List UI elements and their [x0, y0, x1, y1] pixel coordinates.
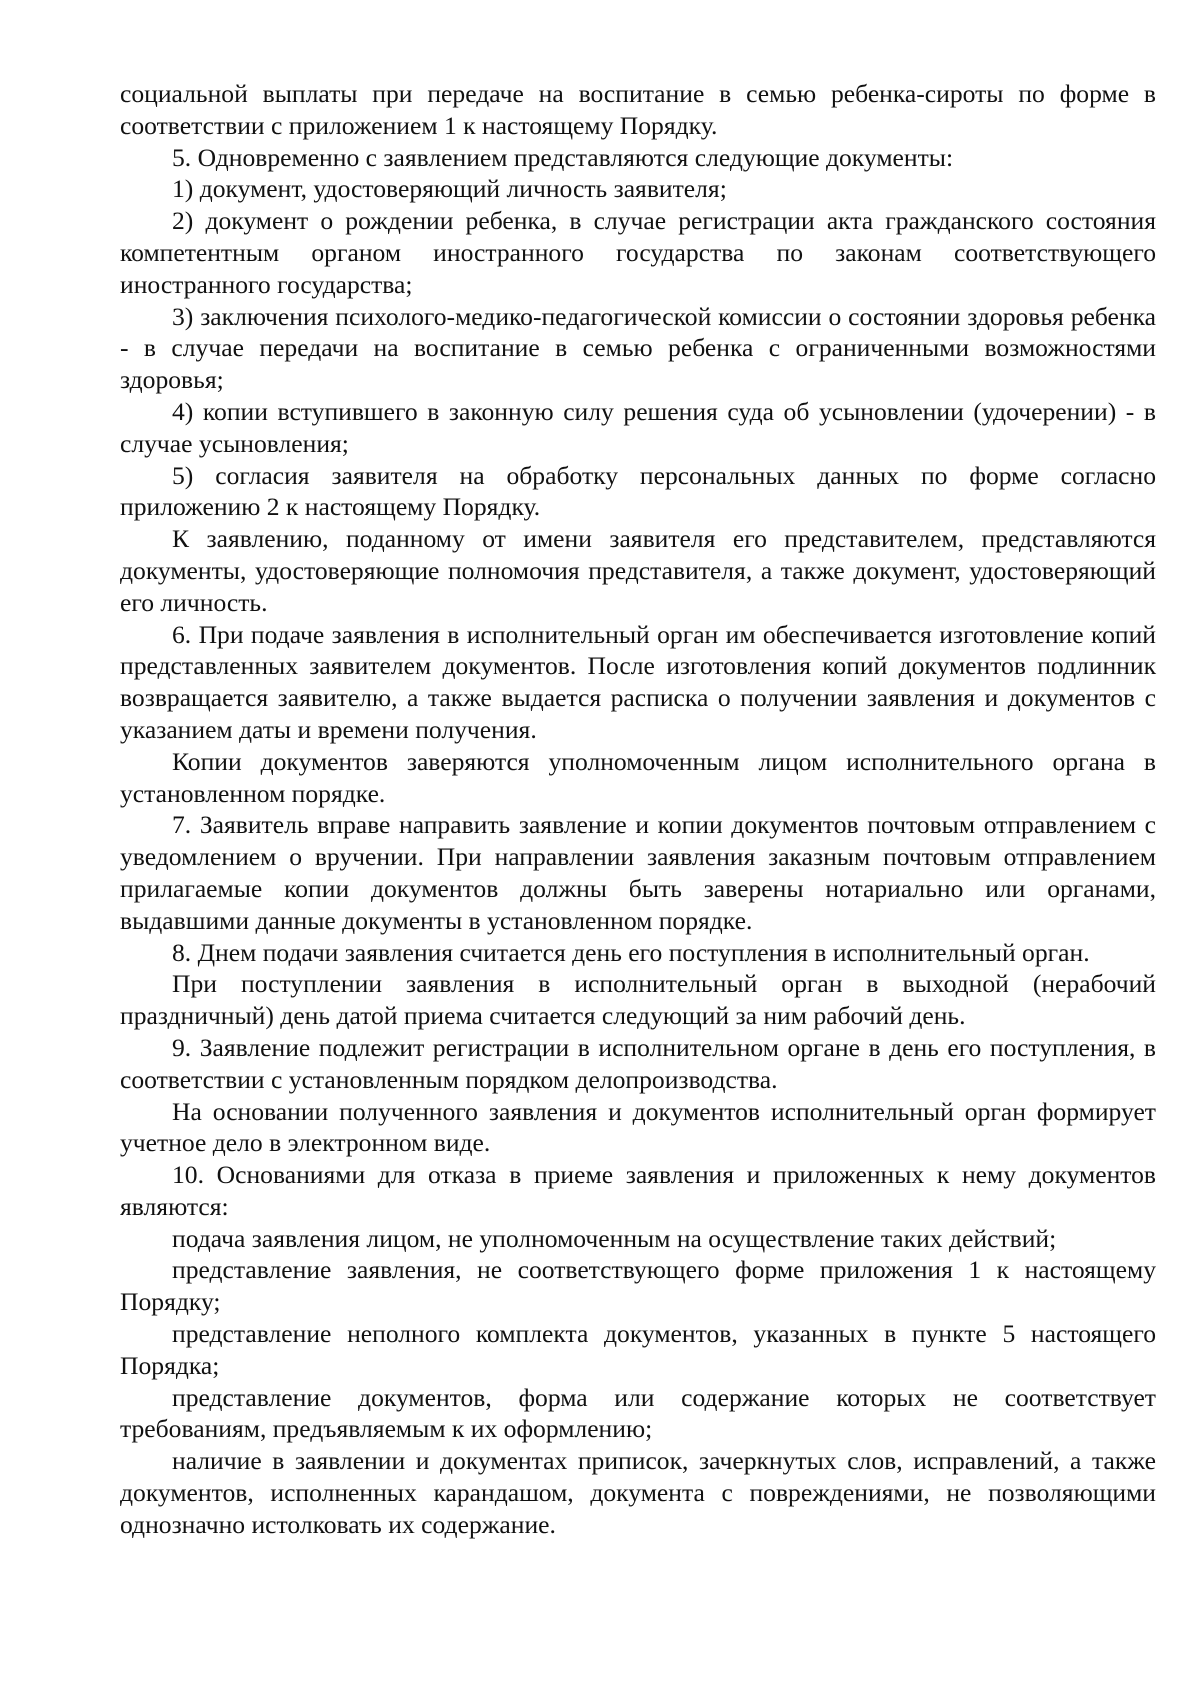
paragraph-representative: К заявлению, поданному от имени заявителя его представителем, представляются документы, удостоверяющие полномочия представителя, а также документ, удостоверяющий его личность.	[120, 524, 1156, 617]
paragraph-subitem-3: 3) заключения психолого-медико-педагогической комиссии о состоянии здоровья ребенка - в случае передачи на воспитание в семью ребенка с ограниченными возможностями здоровья;	[120, 301, 1156, 395]
paragraph-continuation: социальной выплаты при передаче на воспитание в семью ребенка-сироты по форме в соответствии с приложением 1 к настоящему Порядку.	[120, 79, 1156, 140]
paragraph-subitem-5: 5) согласия заявителя на обработку персональных данных по форме согласно приложению 2 к настоящему Порядку.	[120, 460, 1156, 522]
paragraph-subitem-2: 2) документ о рождении ребенка, в случае регистрации акта гражданского состояния компетентным органом иностранного государства по законам соответствующего иностранного государства;	[120, 206, 1156, 299]
paragraph-item-8: 8. Днем подачи заявления считается день его поступления в исполнительный орган.	[172, 937, 1090, 967]
paragraph-refusal-reason-2: представление заявления, не соответствующего форме приложения 1 к настоящему Порядку;	[120, 1255, 1156, 1317]
paragraph-subitem-1: 1) документ, удостоверяющий личность заявителя;	[172, 174, 727, 204]
paragraph-case-file: На основании полученного заявления и документов исполнительный орган формирует учетное дело в электронном виде.	[120, 1096, 1156, 1158]
paragraph-holiday-rule: При поступлении заявления в исполнительный орган в выходной (нерабочий праздничный) день датой приема считается следующий за ним рабочий день.	[120, 969, 1156, 1031]
paragraph-refusal-reason-3: представление неполного комплекта документов, указанных в пункте 5 настоящего Порядка;	[120, 1319, 1156, 1380]
paragraph-copies-certified: Копии документов заверяются уполномоченным лицом исполнительного органа в установленном порядке.	[120, 746, 1156, 808]
paragraph-refusal-reason-5: наличие в заявлении и документах приписок, зачеркнутых слов, исправлений, а также документов, исполненных карандашом, документа с повреждениями, не позволяющими однозначно истолковать их содержание.	[120, 1446, 1156, 1539]
paragraph-item-6: 6. При подаче заявления в исполнительный орган им обеспечивается изготовление копий представленных заявителем документов. После изготовления копий документов подлинник возвращается заявителю, а также выдается расписка о получении заявления и документов с указанием даты и времени получения.	[120, 619, 1156, 744]
paragraph-subitem-4: 4) копии вступившего в законную силу решения суда об усыновлении (удочерении) - в случае усыновления;	[120, 396, 1156, 458]
document-page	[120, 78, 1156, 1541]
paragraph-refusal-reason-1: подача заявления лицом, не уполномоченным на осуществление таких действий;	[172, 1223, 1057, 1253]
paragraph-item-7: 7. Заявитель вправе направить заявление и копии документов почтовым отправлением с уведомлением о вручении. При направлении заявления заказным почтовым отправлением прилагаемые копии документов должны быть заверены нотариально или органами, выдавшими данные документы в установленном порядке.	[120, 810, 1156, 935]
paragraph-refusal-reason-4: представление документов, форма или содержание которых не соответствует требованиям, предъявляемым к их оформлению;	[120, 1382, 1156, 1444]
paragraph-item-5: 5. Одновременно с заявлением представляются следующие документы:	[172, 142, 954, 172]
paragraph-item-9: 9. Заявление подлежит регистрации в исполнительном органе в день его поступления, в соответствии с установленным порядком делопроизводства.	[120, 1032, 1156, 1094]
paragraph-item-10: 10. Основаниями для отказа в приеме заявления и приложенных к нему документов являются:	[120, 1160, 1156, 1221]
